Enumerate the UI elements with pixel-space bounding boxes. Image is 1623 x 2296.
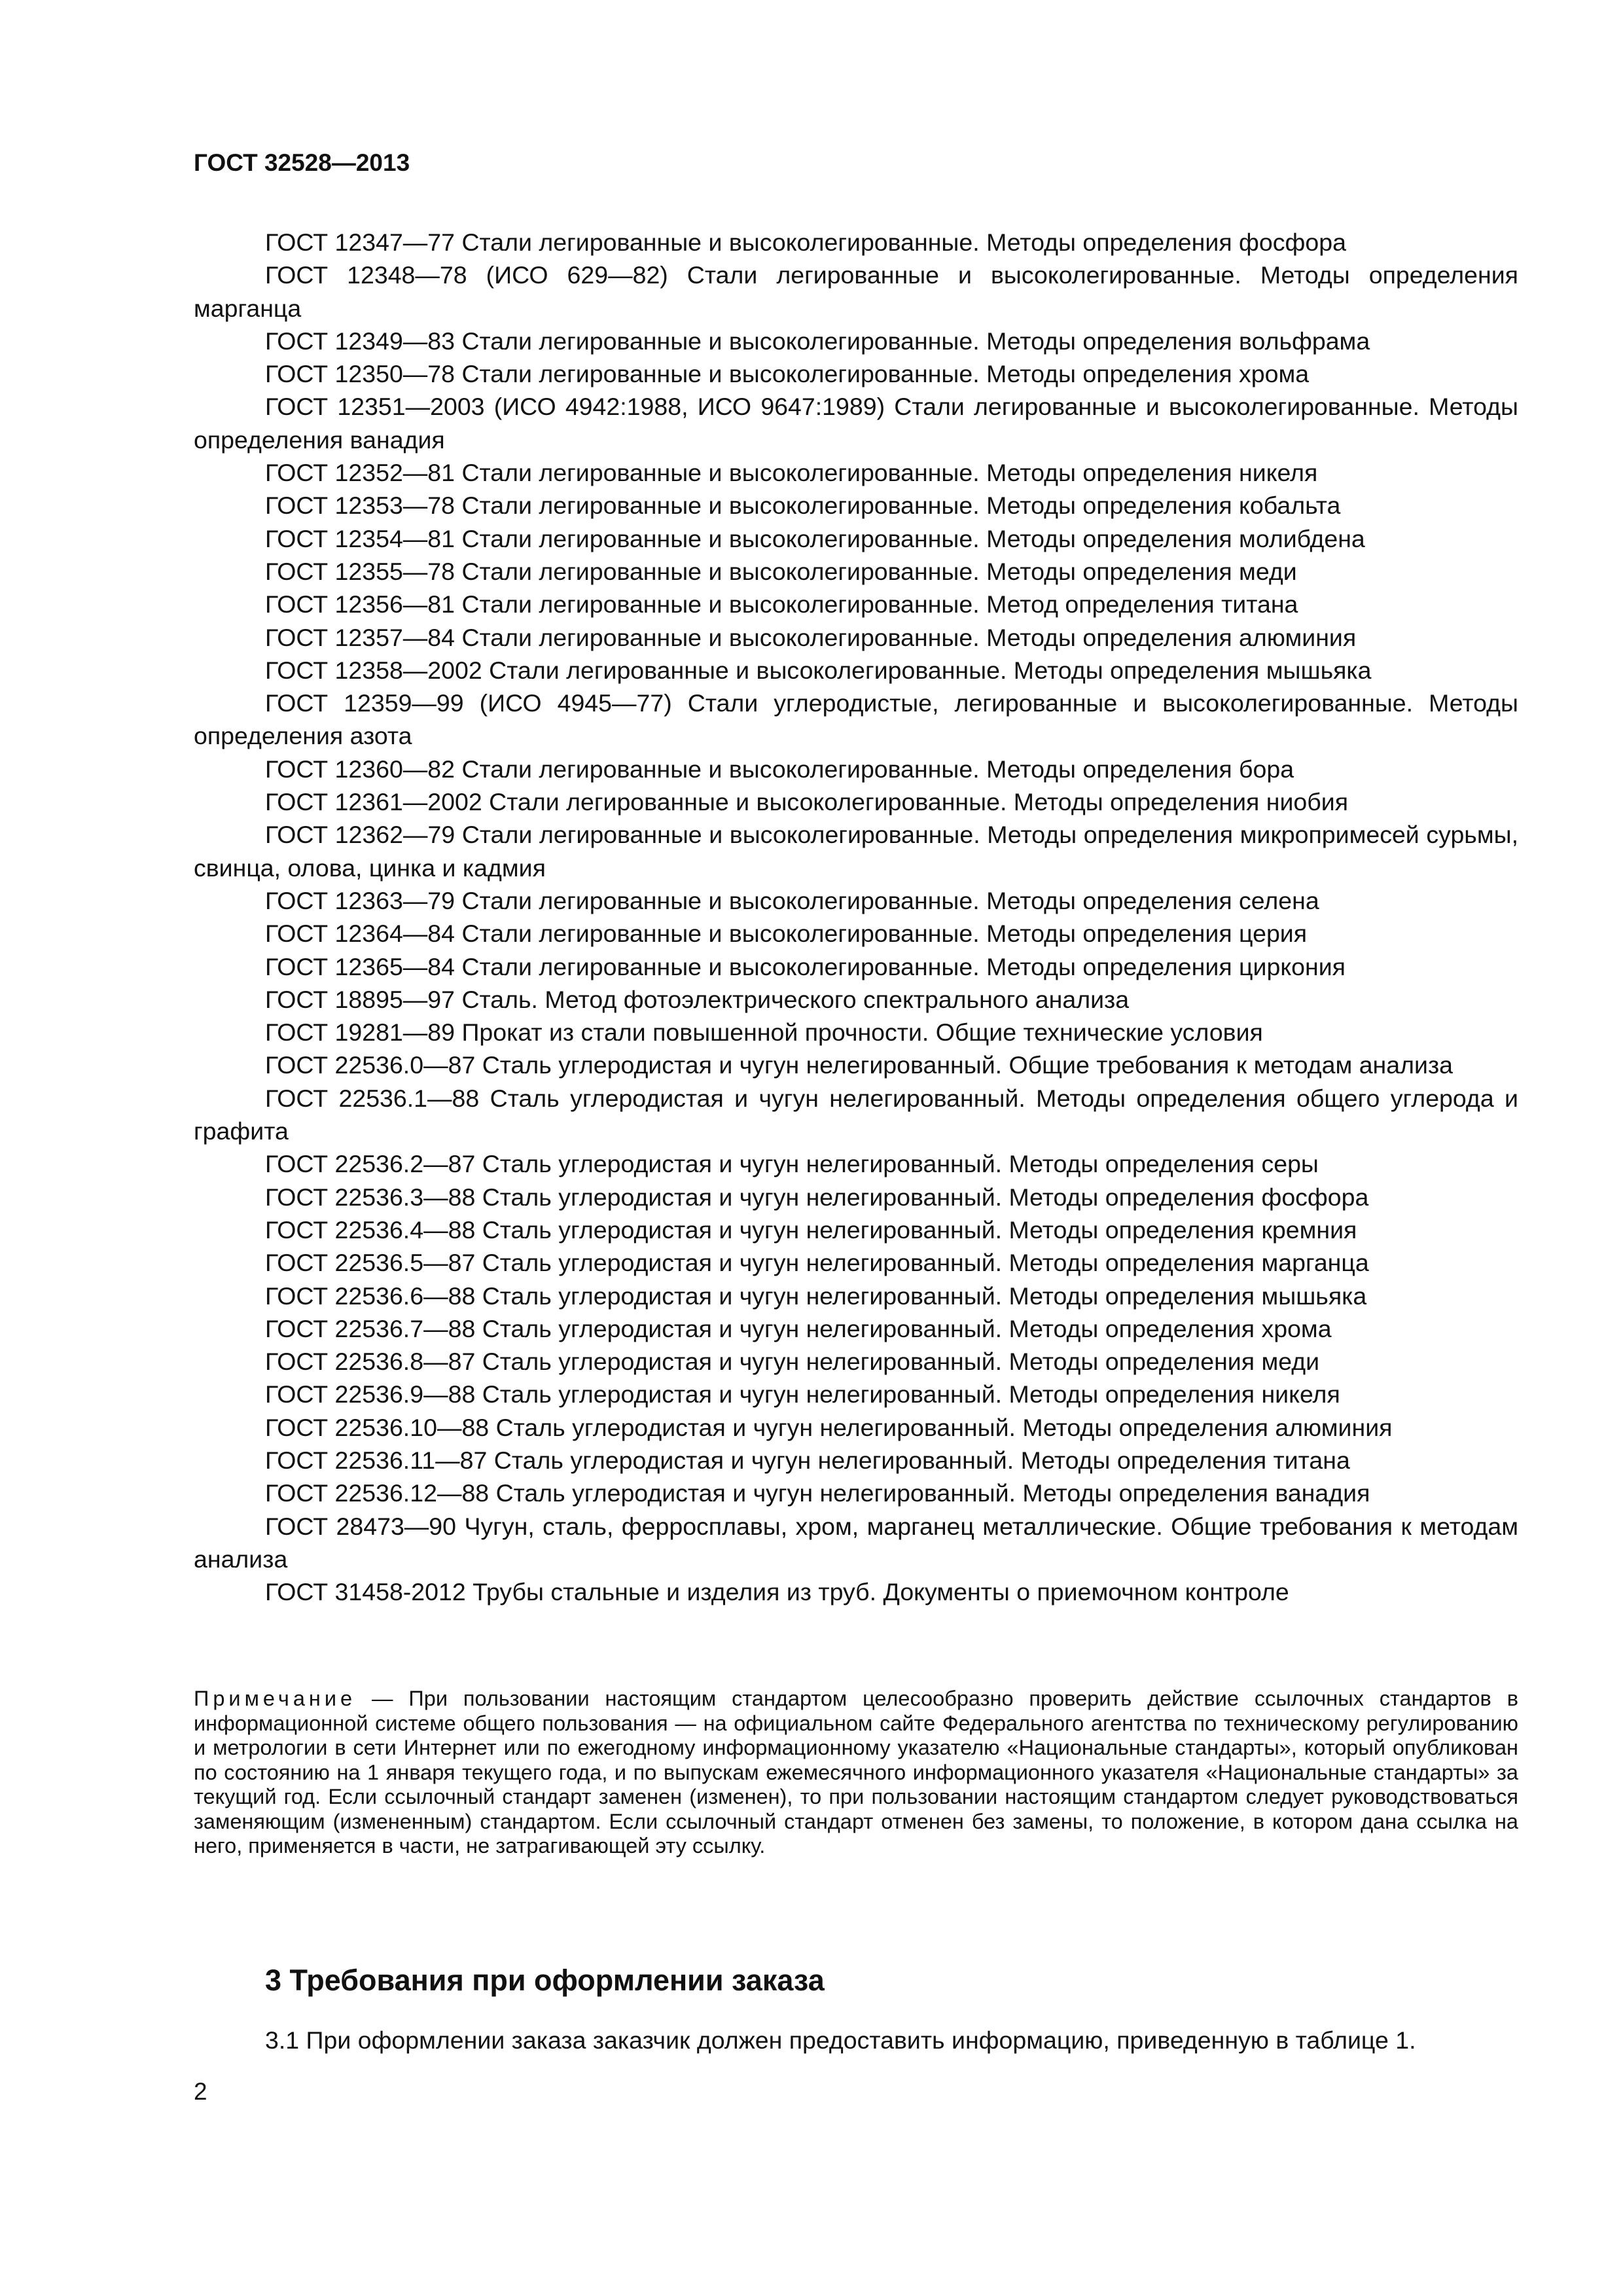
reference-item: ГОСТ 12362—79 Стали легированные и высоколегированные. Методы определения микропримесей сурьмы, свинца, олова, цинка и кадмия bbox=[194, 821, 1518, 882]
reference-item: ГОСТ 12349—83 Стали легированные и высоколегированные. Методы определения вольфрама bbox=[265, 327, 1370, 355]
reference-item: ГОСТ 12355—78 Стали легированные и высоколегированные. Методы определения меди bbox=[265, 557, 1297, 585]
reference-item: ГОСТ 22536.4—88 Сталь углеродистая и чугун нелегированный. Методы определения кремния bbox=[265, 1215, 1357, 1244]
reference-item: ГОСТ 22536.8—87 Сталь углеродистая и чугун нелегированный. Методы определения меди bbox=[265, 1348, 1320, 1376]
reference-item: ГОСТ 12357—84 Стали легированные и высоколегированные. Методы определения алюминия bbox=[265, 623, 1357, 651]
reference-item: ГОСТ 12359—99 (ИСО 4945—77) Стали углеродистые, легированные и высоколегированные. Методы определения азота bbox=[194, 689, 1518, 750]
note-label: Примечание bbox=[194, 1687, 357, 1710]
reference-item: ГОСТ 28473—90 Чугун, сталь, ферросплавы, хром, марганец металлические. Общие требования к методам анализа bbox=[194, 1512, 1518, 1573]
document-header: ГОСТ 32528—2013 bbox=[194, 149, 410, 176]
reference-item: ГОСТ 18895—97 Сталь. Метод фотоэлектрического спектрального анализа bbox=[265, 985, 1130, 1013]
reference-item: ГОСТ 22536.9—88 Сталь углеродистая и чугун нелегированный. Методы определения никеля bbox=[265, 1380, 1340, 1408]
reference-item: ГОСТ 19281—89 Прокат из стали повышенной прочности. Общие технические условия bbox=[265, 1018, 1263, 1047]
reference-item: ГОСТ 22536.7—88 Сталь углеродистая и чугун нелегированный. Методы определения хрома bbox=[265, 1314, 1332, 1342]
section-paragraph: 3.1 При оформлении заказа заказчик должен предоставить информацию, приведенную в таблице 1. bbox=[265, 2026, 1416, 2054]
reference-item: ГОСТ 22536.1—88 Сталь углеродистая и чугун нелегированный. Методы определения общего углерода и графита bbox=[194, 1084, 1518, 1145]
reference-item: ГОСТ 12347—77 Стали легированные и высоколегированные. Методы определения фосфора bbox=[265, 228, 1346, 256]
normative-references-list bbox=[194, 226, 1518, 1608]
reference-item: ГОСТ 12361—2002 Стали легированные и высоколегированные. Методы определения ниобия bbox=[265, 788, 1348, 816]
reference-item: ГОСТ 12356—81 Стали легированные и высоколегированные. Метод определения титана bbox=[265, 590, 1298, 619]
reference-item: ГОСТ 12354—81 Стали легированные и высоколегированные. Методы определения молибдена bbox=[265, 524, 1365, 552]
reference-item: ГОСТ 22536.12—88 Сталь углеродистая и чугун нелегированный. Методы определения ванадия bbox=[265, 1479, 1370, 1507]
reference-item: ГОСТ 22536.10—88 Сталь углеродистая и чугун нелегированный. Методы определения алюминия bbox=[265, 1413, 1393, 1441]
reference-item: ГОСТ 22536.3—88 Сталь углеродистая и чугун нелегированный. Методы определения фосфора bbox=[265, 1183, 1369, 1211]
reference-item: ГОСТ 31458-2012 Трубы стальные и изделия из труб. Документы о приемочном контроле bbox=[265, 1578, 1289, 1606]
reference-item: ГОСТ 22536.6—88 Сталь углеродистая и чугун нелегированный. Методы определения мышьяка bbox=[265, 1282, 1367, 1310]
section-title: 3 Требования при оформлении заказа bbox=[265, 1964, 825, 1997]
page-number: 2 bbox=[194, 2078, 207, 2105]
reference-item: ГОСТ 12358—2002 Стали легированные и высоколегированные. Методы определения мышьяка bbox=[265, 656, 1372, 684]
reference-item: ГОСТ 12351—2003 (ИСО 4942:1988, ИСО 9647:1989) Стали легированные и высоколегированные. Методы определения ванадия bbox=[194, 393, 1518, 454]
reference-item: ГОСТ 22536.0—87 Сталь углеродистая и чугун нелегированный. Общие требования к методам анализа bbox=[265, 1051, 1453, 1079]
reference-item: ГОСТ 12348—78 (ИСО 629—82) Стали легированные и высоколегированные. Методы определения марганца bbox=[194, 261, 1518, 322]
reference-item: ГОСТ 12364—84 Стали легированные и высоколегированные. Методы определения церия bbox=[265, 920, 1308, 948]
reference-item: ГОСТ 12365—84 Стали легированные и высоколегированные. Методы определения циркония bbox=[265, 952, 1346, 980]
reference-item: ГОСТ 12352—81 Стали легированные и высоколегированные. Методы определения никеля bbox=[265, 459, 1318, 487]
reference-item: ГОСТ 12353—78 Стали легированные и высоколегированные. Методы определения кобальта bbox=[265, 492, 1341, 520]
reference-item: ГОСТ 22536.11—87 Сталь углеродистая и чугун нелегированный. Методы определения титана bbox=[265, 1446, 1350, 1474]
reference-item: ГОСТ 12350—78 Стали легированные и высоколегированные. Методы определения хрома bbox=[265, 360, 1310, 388]
note-text: — При пользовании настоящим стандартом целесообразно проверить действие ссылочных стандартов в информационной системе общего пользования — на официальном сайте Федерального агентства по техническому регулированию и метрологии в сети Интернет или по ежегодному информационному указателю «Национальные стандарты», который опубликован по состоянию на 1 января текущего года, и по выпускам ежемесячного информационного указателя «Национальные стандарты» за текущий год. Если ссылочный стандарт заменен (изменен), то при пользовании настоящим стандартом следует руководствоваться заменяющим (измененным) стандартом. Если ссылочный стандарт отменен без замены, то положение, в котором дана ссылка на него, применяется в части, не затрагивающей эту ссылку. bbox=[194, 1687, 1518, 1857]
reference-item: ГОСТ 22536.5—87 Сталь углеродистая и чугун нелегированный. Методы определения марганца bbox=[265, 1249, 1369, 1277]
note-block bbox=[194, 1687, 1518, 1859]
reference-item: ГОСТ 22536.2—87 Сталь углеродистая и чугун нелегированный. Методы определения серы bbox=[265, 1150, 1319, 1178]
reference-item: ГОСТ 12360—82 Стали легированные и высоколегированные. Методы определения бора bbox=[265, 755, 1294, 783]
reference-item: ГОСТ 12363—79 Стали легированные и высоколегированные. Методы определения селена bbox=[265, 886, 1319, 914]
